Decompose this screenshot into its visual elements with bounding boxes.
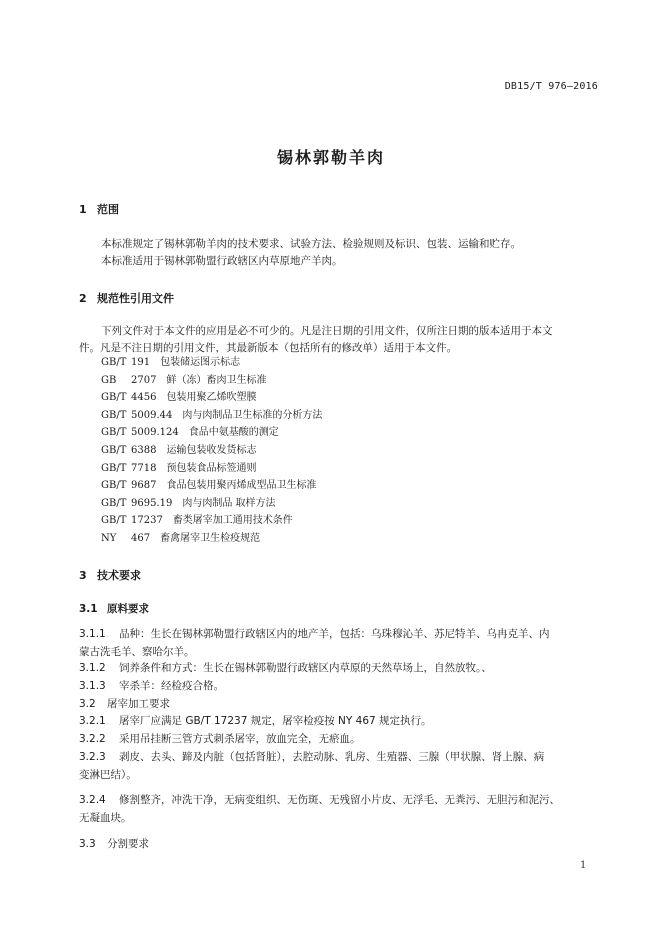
page-number: 1 bbox=[580, 860, 587, 871]
reference-item: GB/T 17237 畜类屠宰加工通用技术条件 bbox=[101, 515, 293, 527]
subsection-3-3-heading: 3.3 分割要求 bbox=[79, 838, 149, 850]
reference-item: GB/T 7718 预包装食品标签通则 bbox=[101, 462, 257, 474]
clause-3-2-4: 3.2.4 修割整齐，冲洗干净，无病变组织、无伤斑、无残留小片皮、无浮毛、无粪污、无胆污和泥污、 无凝血块。 bbox=[79, 794, 560, 824]
section-2-heading bbox=[79, 290, 174, 306]
scope-paragraph-2: 本标准适用于锡林郭勒盟行政辖区内草原地产羊肉。 bbox=[101, 255, 343, 267]
references-intro-line-2: 件。凡是不注日期的引用文件，其最新版本（包括所有的修改单）适用于本文件。 bbox=[79, 342, 457, 354]
normative-references-list bbox=[101, 354, 322, 548]
reference-item: GB/T 5009.44 肉与肉制品卫生标准的分析方法 bbox=[101, 409, 323, 421]
section-title: 范围 bbox=[97, 203, 119, 216]
section-number: 2 bbox=[79, 292, 87, 305]
clause-3-2-1: 3.2.1 屠宰厂应满足 GB/T 17237 规定，屠宰检疫按 NY 467 规定执行。 bbox=[79, 715, 432, 727]
reference-item: GB/T 9687 食品包装用聚丙烯成型品卫生标准 bbox=[101, 480, 317, 492]
reference-item: NY 467 畜禽屠宰卫生检疫规范 bbox=[101, 532, 261, 544]
subsection-3-1-heading: 3.1 原料要求 bbox=[79, 603, 149, 615]
clause-3-2-2: 3.2.2 采用吊挂断三管方式刺杀屠宰，放血完全，无瘀血。 bbox=[79, 733, 361, 745]
section-1-heading bbox=[79, 201, 119, 217]
references-intro-line-1: 下列文件对于本文件的应用是必不可少的。凡是注日期的引用文件，仅所注日期的版本适用于本文 bbox=[101, 325, 553, 337]
document-title: 锡林郭勒羊肉 bbox=[276, 148, 385, 167]
section-3-heading bbox=[79, 567, 141, 583]
reference-item: GB/T 9695.19 肉与肉制品 取样方法 bbox=[101, 497, 276, 509]
clause-3-2-3: 3.2.3 剥皮、去头、蹄及内脏（包括肾脏），去腔动脉、乳房、生殖器、三腺（甲状腺、肾上腺、病 变淋巴结）。 bbox=[79, 751, 545, 781]
section-title: 规范性引用文件 bbox=[97, 292, 174, 305]
section-number: 1 bbox=[79, 203, 87, 216]
section-number: 3 bbox=[79, 569, 87, 582]
reference-item: GB/T 191 包装储运图示标志 bbox=[101, 357, 241, 368]
scope-paragraph-1: 本标准规定了锡林郭勒羊肉的技术要求、试验方法、检验规则及标识、包装、运输和贮存。 bbox=[101, 238, 521, 250]
clause-3-1-2: 3.1.2 饲养条件和方式：生长在锡林郭勒盟行政辖区内草原的天然草场上，自然放牧。、 bbox=[79, 662, 492, 674]
reference-item: GB/T 4456 包装用聚乙烯吹塑膜 bbox=[101, 392, 257, 404]
subsection-3-2-heading: 3.2 屠宰加工要求 bbox=[79, 698, 170, 710]
clause-3-1-1: 3.1.1 品种：生长在锡林郭勒盟行政辖区内的地产羊，包括：乌珠穆沁羊、苏尼特羊、乌冉克羊、内 蒙古洗毛羊、察哈尔羊。 bbox=[79, 628, 550, 658]
reference-item: GB/T 5009.124 食品中氨基酸的测定 bbox=[101, 427, 279, 439]
reference-item: GB/T 6388 运输包装收发货标志 bbox=[101, 444, 257, 456]
clause-3-1-3: 3.1.3 宰杀羊：经检疫合格。 bbox=[79, 680, 224, 692]
section-title: 技术要求 bbox=[97, 569, 141, 582]
reference-item: GB 2707 鲜（冻）畜肉卫生标准 bbox=[101, 374, 267, 386]
document-code: DB15/T 976—2016 bbox=[504, 81, 598, 92]
